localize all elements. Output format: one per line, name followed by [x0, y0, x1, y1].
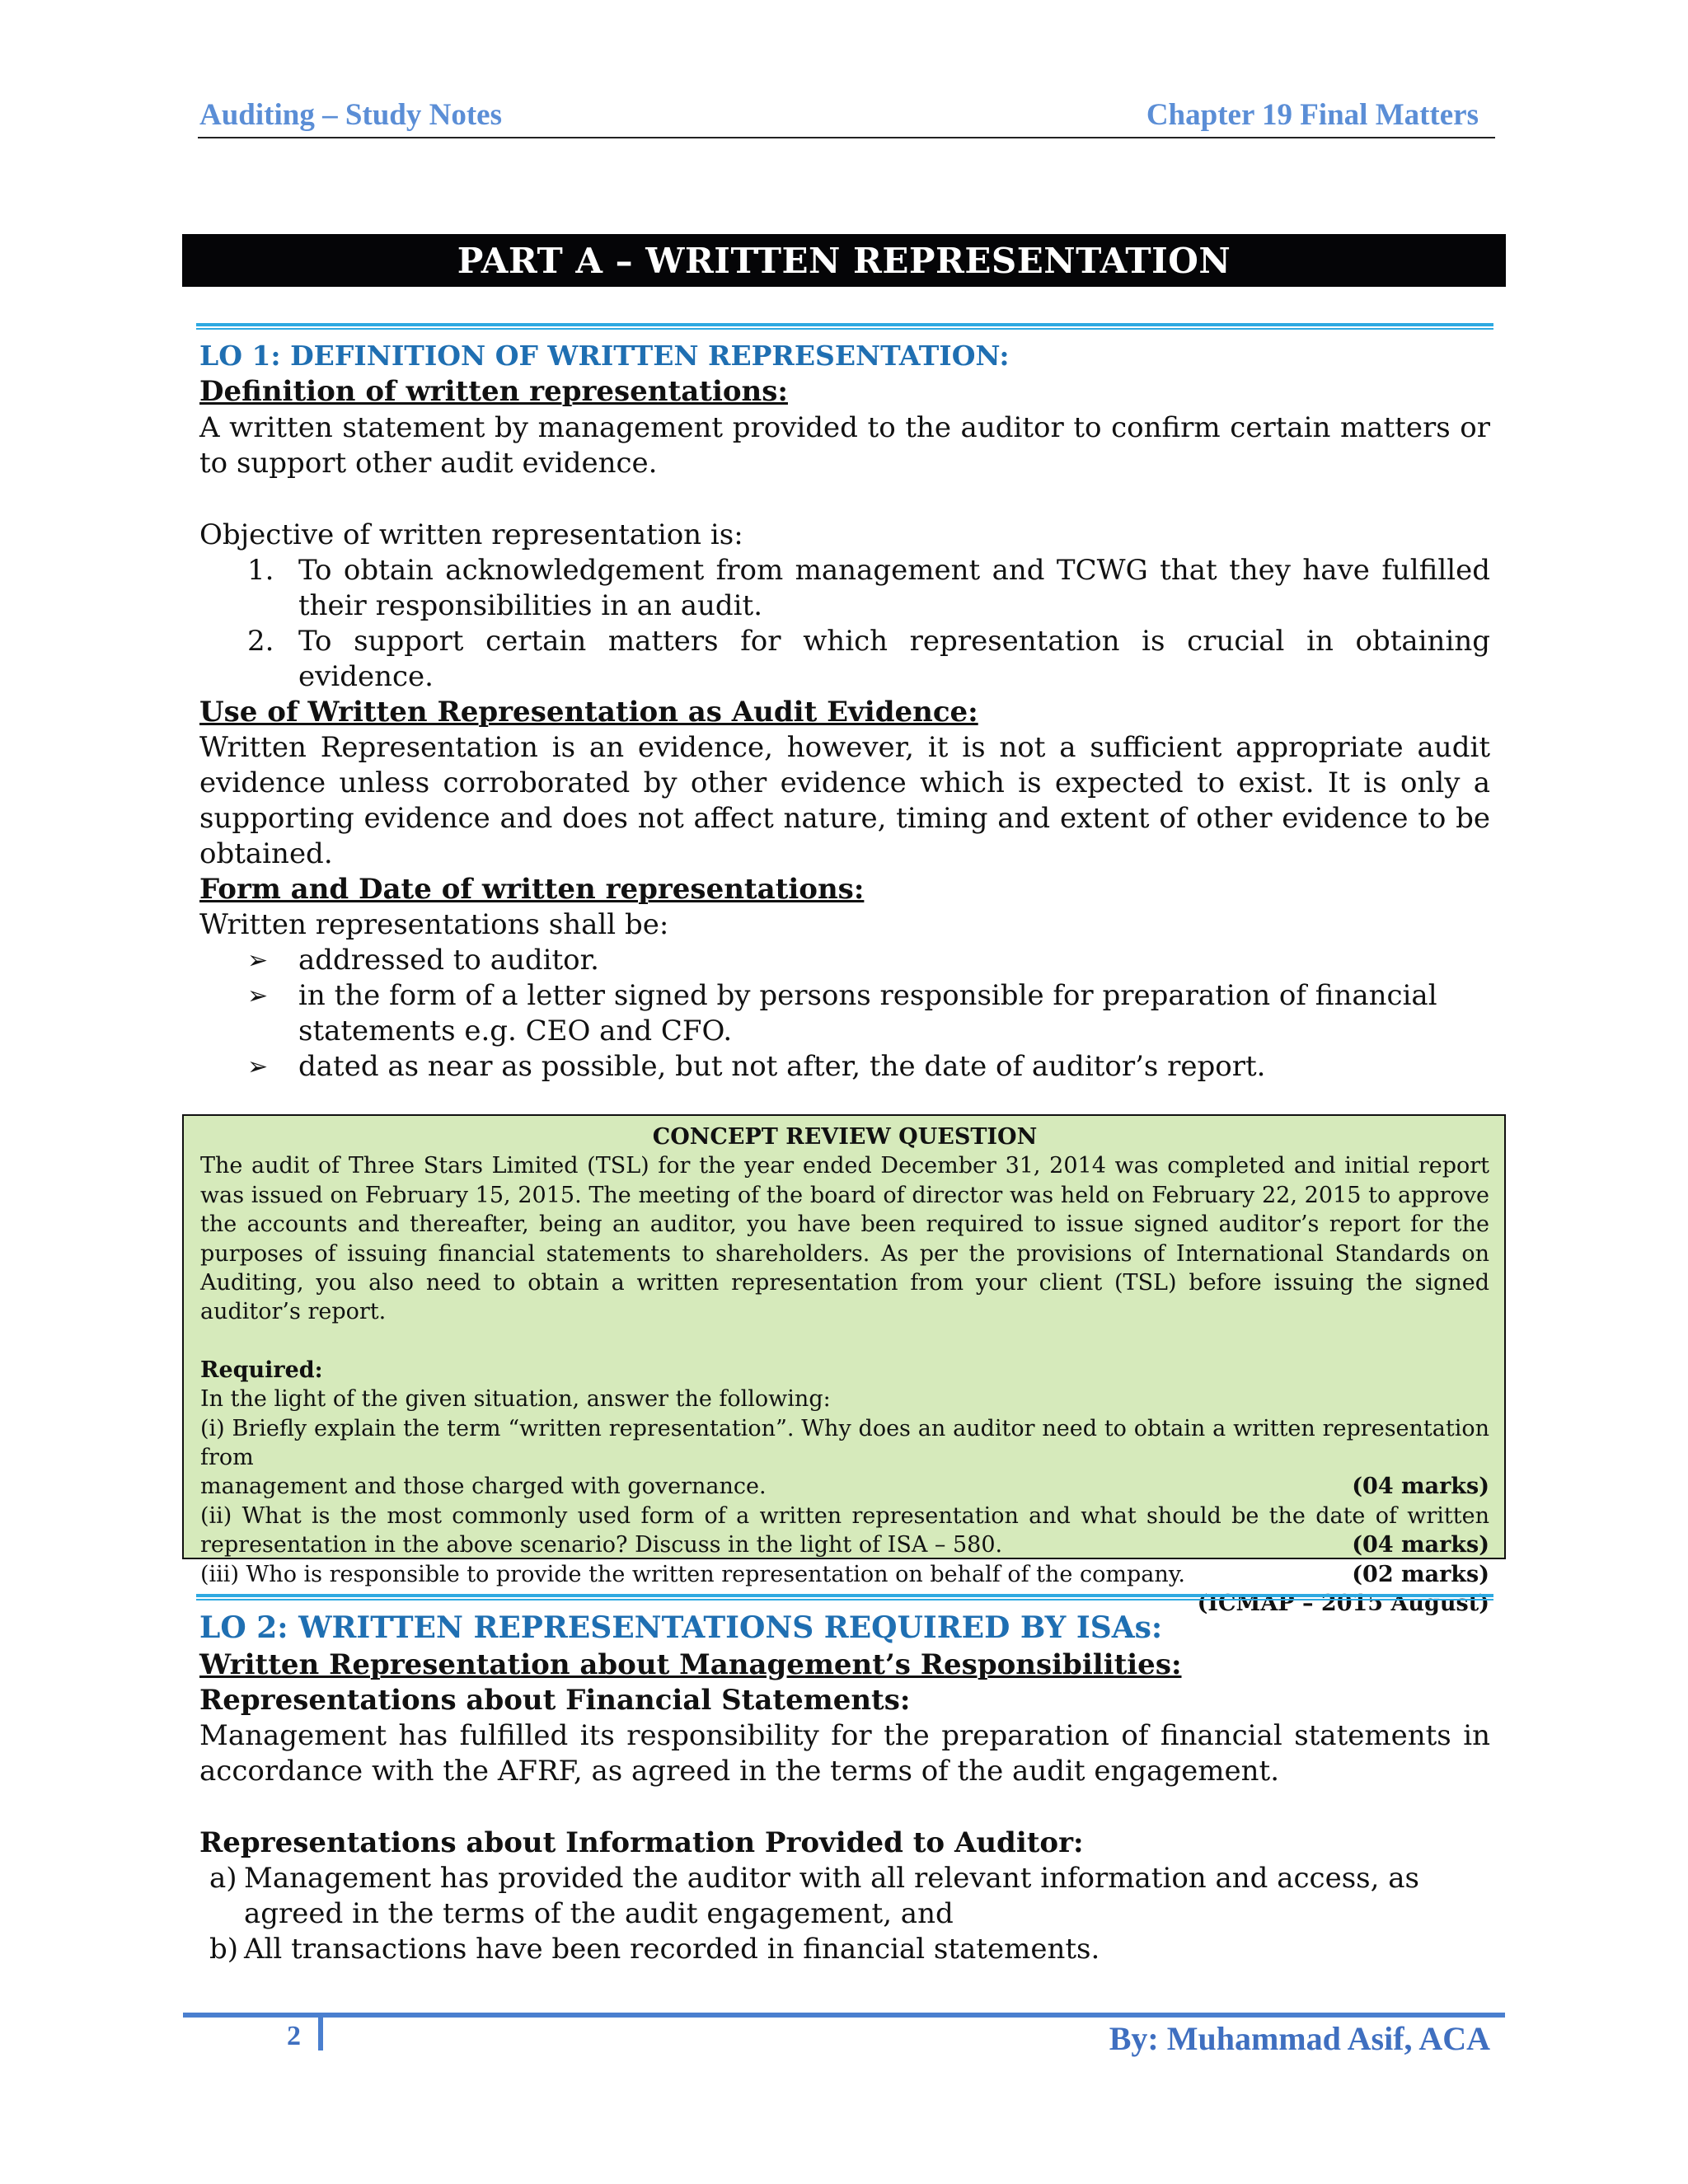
list-number: 2.	[247, 625, 274, 658]
form-intro: Written representations shall be:	[199, 908, 669, 941]
arrow-bullet-icon: ➢	[247, 1052, 269, 1081]
footer-author: By: Muhammad Asif, ACA	[1109, 2020, 1490, 2057]
crq-required-intro: In the light of the given situation, answer the following:	[200, 1386, 831, 1413]
list-text: To support certain matters for which representation is crucial in obtaining evidence.	[298, 625, 1490, 693]
lo1-divider	[196, 323, 1493, 330]
info-list	[209, 1861, 1492, 1967]
header-divider	[198, 137, 1495, 138]
fs-text: Management has fulfilled its responsibility for the preparation of financial statements in accordance with the AFRF, as agreed in the terms of the audit engagement.	[199, 1719, 1490, 1788]
crq-question-3	[200, 1560, 1489, 1589]
arrow-bullet-icon: ➢	[247, 982, 269, 1010]
list-item	[247, 553, 1490, 624]
crq-question-1: (i) Briefly explain the term “written representation”. Why does an auditor need to obtain a written representation from	[200, 1415, 1489, 1471]
list-marker: b)	[209, 1933, 239, 1966]
crq-question-1-cont	[200, 1472, 1489, 1501]
header-title: Auditing – Study Notes	[199, 98, 503, 132]
list-text: Management has provided the auditor with all relevant information and access, as agreed in the terms of the audit engagement, and	[244, 1862, 1419, 1930]
crq-question-2: (ii) What is the most commonly used form of a written representation and what should be the date of written	[200, 1502, 1489, 1529]
lo2-heading: LO 2: WRITTEN REPRESENTATIONS REQUIRED BY ISAs:	[199, 1610, 1163, 1645]
crq-question-1-text: management and those charged with governance.	[200, 1474, 767, 1500]
definition-title: Definition of written representations:	[199, 375, 788, 408]
arrow-bullet-icon: ➢	[247, 946, 269, 975]
objective-list	[247, 553, 1490, 695]
crq-scenario: The audit of Three Stars Limited (TSL) for the year ended December 31, 2014 was completed and initial report was issued on February 15, 2015. The meeting of the board of director was held on February 22, 2015 to approve the accounts and thereafter, being an auditor, you have been required to issue signed auditor’s report for the purposes of issuing financial statements to shareholders. As per the provisions of International Standards on Auditing, you also need to obtain a written representation from your client (TSL) before issuing the signed auditor’s report.	[200, 1153, 1489, 1325]
form-list	[247, 943, 1490, 1085]
crq-question-2-marks: (04 marks)	[1352, 1532, 1489, 1558]
list-marker: a)	[209, 1862, 237, 1895]
crq-question-3-text: (iii) Who is responsible to provide the written representation on behalf of the company.	[200, 1561, 1185, 1587]
definition-text: A written statement by management provided to the auditor to confirm certain matters or to support other audit evidence.	[199, 411, 1490, 480]
crq-question-2-cont	[200, 1530, 1489, 1559]
footer-divider	[183, 2013, 1505, 2018]
list-item	[247, 1049, 1490, 1085]
list-item	[247, 978, 1490, 1049]
list-text: addressed to auditor.	[298, 944, 599, 977]
list-text: To obtain acknowledgement from management and TCWG that they have fulfilled their responsibilities in an audit.	[298, 554, 1490, 622]
crq-question-3-marks: (02 marks)	[1352, 1561, 1489, 1587]
list-text: All transactions have been recorded in financial statements.	[244, 1933, 1100, 1966]
info-title: Representations about Information Provided to Auditor:	[199, 1826, 1084, 1859]
list-item	[247, 624, 1490, 695]
crq-required-label: Required:	[200, 1357, 323, 1383]
lo1-heading: LO 1: DEFINITION OF WRITTEN REPRESENTATION:	[199, 340, 1010, 372]
footer-page-separator	[318, 2014, 323, 2050]
list-text: in the form of a letter signed by persons responsible for preparation of financial statements e.g. CEO and CFO.	[298, 979, 1437, 1047]
list-number: 1.	[247, 554, 274, 587]
fs-title: Representations about Financial Statements:	[199, 1684, 911, 1717]
concept-review-box	[182, 1114, 1506, 1617]
crq-question-2-text: representation in the above scenario? Discuss in the light of ISA – 580.	[200, 1532, 1003, 1558]
objective-intro: Objective of written representation is:	[199, 518, 743, 551]
page-number: 2	[287, 2021, 301, 2051]
list-item	[247, 943, 1490, 978]
header-chapter: Chapter 19 Final Matters	[1146, 98, 1479, 132]
crq-question-1-marks: (04 marks)	[1352, 1474, 1489, 1500]
crq-source: (ICMAP – 2015 August)	[1197, 1591, 1489, 1617]
list-text: dated as near as possible, but not after, the date of auditor’s report.	[298, 1050, 1266, 1083]
list-item	[209, 1861, 1492, 1932]
lo2-divider	[196, 1594, 1493, 1601]
list-item	[209, 1932, 1492, 1967]
form-title: Form and Date of written representations:	[199, 873, 865, 906]
part-banner: PART A – WRITTEN REPRESENTATION	[182, 234, 1506, 287]
use-title: Use of Written Representation as Audit Evidence:	[199, 696, 978, 729]
crq-title: CONCEPT REVIEW QUESTION	[652, 1124, 1038, 1150]
use-text: Written Representation is an evidence, however, it is not a sufficient appropriate audit evidence unless corroborated by other evidence which is expected to exist. It is only a supporting evidence and does not affect nature, timing and extent of other evidence to be obtained.	[199, 731, 1490, 870]
lo2-subtitle: Written Representation about Management’s Responsibilities:	[199, 1648, 1182, 1681]
